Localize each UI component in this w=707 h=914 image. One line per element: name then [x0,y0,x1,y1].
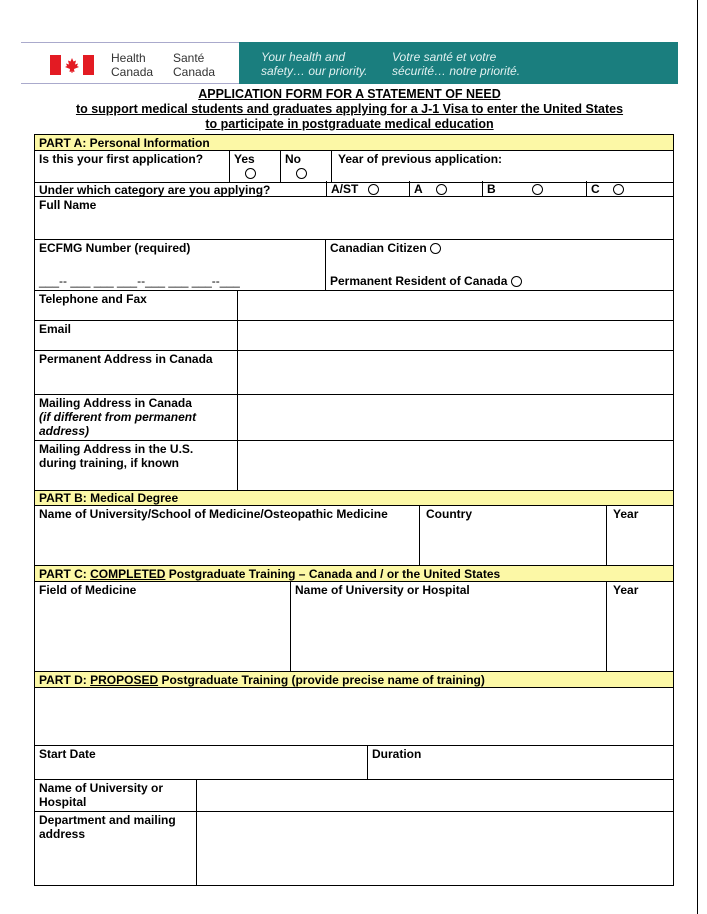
citizen-label: Canadian Citizen [330,241,427,255]
category-a-radio[interactable] [436,184,447,195]
previous-year-field[interactable] [331,150,674,183]
page-edge-line [697,0,698,914]
citizenship-cell [325,239,674,291]
form-subtitle-2: to participate in postgraduate medical education [205,117,494,131]
form-title: APPLICATION FORM FOR A STATEMENT OF NEED [198,87,501,101]
category-b-cell: B [482,181,586,197]
previous-year-label: Year of previous application: [338,152,503,166]
permanent-resident-label: Permanent Resident of Canada [330,274,508,288]
duration-label: Duration [372,747,422,761]
email-label: Email [34,320,238,351]
email-input[interactable] [237,320,674,351]
form-subtitle-1: to support medical students and graduates applying for a J-1 Visa to enter the United States [75,102,624,116]
category-b-radio[interactable] [532,184,543,195]
canada-flag-icon [50,55,94,75]
yes-radio[interactable] [245,168,256,179]
ecfmg-format: ___-- ___ ___ ___--___ ___ ___--___ [39,274,240,288]
permanent-address-input[interactable] [237,350,674,395]
mailing-address-label: Mailing Address in Canada (if different from permanent address) [34,394,238,441]
completed-university-field[interactable] [290,581,607,672]
part-b-heading: PART B: Medical Degree [34,490,674,506]
ecfmg-label: ECFMG Number (required) [39,241,191,255]
category-label: Under which category are you applying? [39,183,271,197]
yes-label: Yes [234,152,255,166]
no-label: No [285,152,301,166]
department-label: Department and mailing address [34,811,197,886]
category-ast-radio[interactable] [368,184,379,195]
category-c-radio[interactable] [613,184,624,195]
hc-wordmark [21,42,239,84]
completed-field-of-medicine[interactable] [34,581,291,672]
start-date-label: Start Date [39,747,96,761]
permanent-address-label: Permanent Address in Canada [34,350,238,395]
telephone-input[interactable] [237,290,674,321]
first-application-label: Is this your first application? [34,150,230,183]
hc-english: Health Canada [111,51,154,79]
part-c-heading: PART C: COMPLETED Postgraduate Training – Canada and / or the United States [34,565,674,582]
completed-field-label: Field of Medicine [39,583,137,597]
ecfmg-field[interactable] [34,239,326,291]
telephone-label: Telephone and Fax [34,290,238,321]
hc-french: Santé Canada [173,51,216,79]
completed-year-field[interactable] [606,581,674,672]
start-date-field[interactable] [34,745,368,780]
degree-university-label: Name of University/School of Medicine/Osteopathic Medicine [39,507,388,521]
us-address-input[interactable] [237,440,674,491]
department-input[interactable] [196,811,674,886]
hc-banner [21,42,678,84]
proposed-training-input[interactable] [34,687,674,746]
permanent-resident-radio[interactable] [511,276,522,287]
degree-university-field[interactable] [34,505,420,566]
degree-country-field[interactable] [419,505,607,566]
part-a-heading: PART A: Personal Information [34,134,674,151]
category-a-cell: A [409,181,482,197]
part-d-heading: PART D: PROPOSED Postgraduate Training (provide precise name of training) [34,671,674,688]
tagline-french: Votre santé et votre sécurité… notre priorité. [392,50,521,78]
duration-field[interactable] [367,745,674,780]
hc-tagline-bar [239,42,678,84]
proposed-university-label: Name of University or Hospital [34,779,197,812]
degree-year-label: Year [613,507,639,521]
category-c-cell: C [586,181,674,197]
full-name-field[interactable] [34,196,674,240]
citizen-radio[interactable] [430,243,441,254]
no-radio[interactable] [296,168,307,179]
degree-country-label: Country [426,507,472,521]
proposed-university-input[interactable] [196,779,674,812]
first-app-no-cell [280,150,332,183]
degree-year-field[interactable] [606,505,674,566]
completed-year-label: Year [613,583,639,597]
tagline-english: Your health and safety… our priority. [261,50,368,78]
completed-university-label: Name of University or Hospital [295,583,470,597]
first-app-yes-cell [229,150,281,183]
category-ast-cell: A/ST [326,181,409,197]
us-address-label: Mailing Address in the U.S. during training, if known [34,440,238,491]
mailing-address-note: (if different from permanent address) [39,410,197,438]
full-name-label: Full Name [39,198,97,212]
mailing-address-input[interactable] [237,394,674,441]
